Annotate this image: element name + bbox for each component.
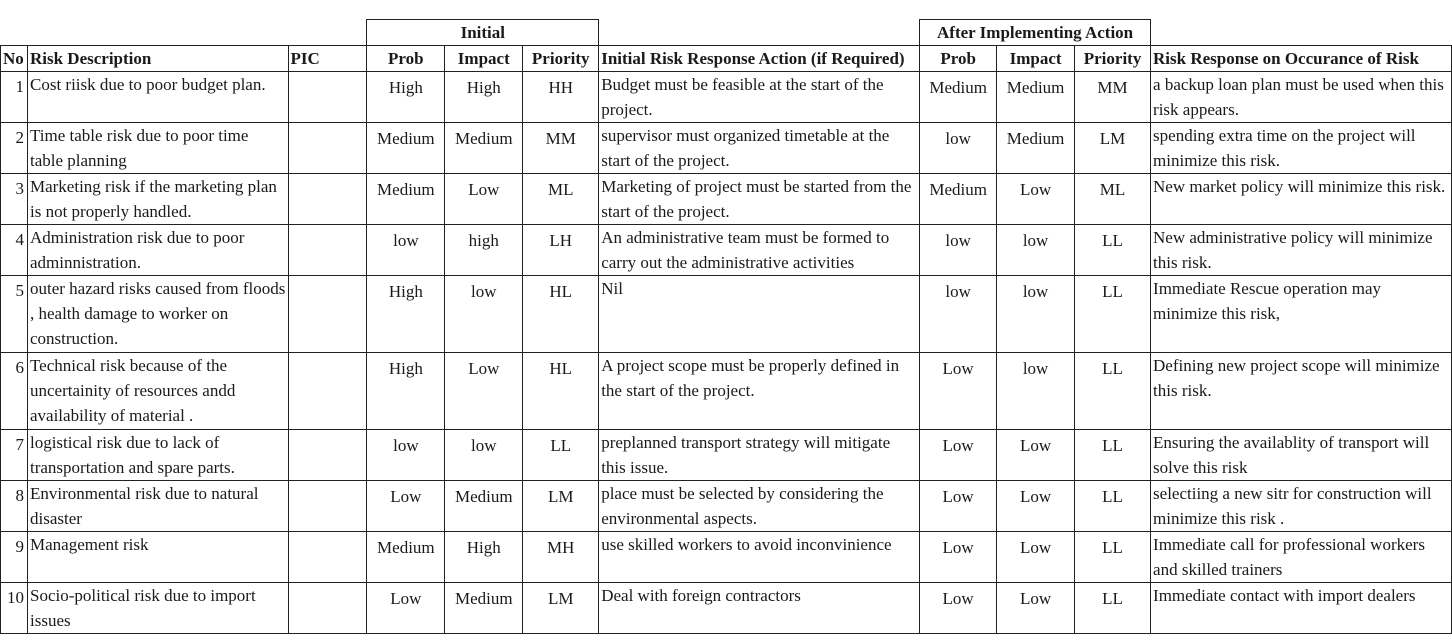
cell-impact-text: Low	[468, 180, 500, 199]
cell-priority-after	[1075, 481, 1151, 532]
cell-priority	[523, 583, 599, 634]
cell-no	[1, 72, 28, 123]
cell-response-on-occurance-text: a backup loan plan must be used when this risk appears.	[1153, 75, 1444, 119]
cell-pic	[288, 532, 367, 583]
cell-prob-after	[920, 353, 997, 430]
cell-impact-after-text: low	[1022, 282, 1049, 301]
table-row	[1, 532, 1452, 583]
cell-initial-action-text: Nil	[601, 279, 623, 298]
cell-prob-after-text: Low	[942, 359, 974, 378]
cell-priority-after-text: LL	[1102, 538, 1123, 557]
cell-no	[1, 123, 28, 174]
cell-no-text: 9	[15, 537, 24, 556]
cell-prob	[367, 532, 445, 583]
cell-initial-action	[599, 583, 920, 634]
cell-impact	[445, 353, 523, 430]
table-row	[1, 123, 1452, 174]
group-header-after: After Implementing Action	[920, 20, 1151, 46]
cell-impact-after-text: Low	[1020, 538, 1052, 557]
cell-impact	[445, 174, 523, 225]
cell-risk-description	[27, 481, 288, 532]
cell-priority-after-text: LL	[1102, 231, 1123, 250]
cell-response-on-occurance-text: Immediate call for professional workers and skilled trainers	[1153, 535, 1425, 579]
col-header-risk-description: Risk Description	[27, 46, 288, 72]
group-header-spacer	[1, 20, 367, 46]
cell-impact	[445, 276, 523, 353]
cell-no-text: 1	[15, 77, 24, 96]
cell-priority-after-text: LL	[1102, 282, 1123, 301]
cell-impact-text: Medium	[454, 487, 513, 506]
cell-prob-after	[920, 276, 997, 353]
cell-priority	[523, 353, 599, 430]
cell-priority-after	[1075, 583, 1151, 634]
cell-prob	[367, 123, 445, 174]
cell-no	[1, 174, 28, 225]
cell-prob-after-text: Medium	[929, 180, 987, 199]
cell-priority	[523, 225, 599, 276]
table-row	[1, 225, 1452, 276]
table-row	[1, 72, 1452, 123]
cell-initial-action	[599, 532, 920, 583]
cell-impact-text: Medium	[454, 589, 513, 608]
cell-initial-action	[599, 174, 920, 225]
cell-response-on-occurance-text: selectiing a new sitr for construction will minimize this risk .	[1153, 484, 1432, 528]
cell-priority-after	[1075, 430, 1151, 481]
cell-risk-description	[27, 174, 288, 225]
cell-prob-text: Low	[390, 487, 422, 506]
cell-risk-description	[27, 123, 288, 174]
cell-no	[1, 532, 28, 583]
cell-risk-description-text: Socio-political risk due to import issues	[29, 586, 256, 630]
cell-response-on-occurance	[1151, 532, 1452, 583]
cell-prob-after-text: low	[945, 282, 971, 301]
cell-initial-action	[599, 123, 920, 174]
cell-impact	[445, 430, 523, 481]
cell-priority-text: MH	[547, 538, 575, 557]
cell-priority-text: MM	[545, 129, 576, 148]
cell-prob	[367, 481, 445, 532]
cell-priority-after-text: LL	[1102, 359, 1123, 378]
cell-risk-description-text: Technical risk because of the uncertainity of resources andd availability of material .	[29, 356, 236, 425]
col-header-impact: Impact	[445, 46, 523, 72]
cell-prob-after-text: low	[945, 231, 971, 250]
cell-prob-text: Medium	[377, 129, 435, 148]
table-row	[1, 583, 1452, 634]
cell-response-on-occurance	[1151, 174, 1452, 225]
col-header-impact-after: Impact	[997, 46, 1075, 72]
cell-impact-after-text: low	[1022, 359, 1049, 378]
cell-risk-description	[27, 225, 288, 276]
column-header-row	[1, 46, 1452, 72]
cell-impact-text: low	[471, 282, 497, 301]
cell-initial-action	[599, 430, 920, 481]
cell-response-on-occurance	[1151, 123, 1452, 174]
cell-no	[1, 276, 28, 353]
cell-initial-action-text: place must be selected by considering the environmental aspects.	[601, 484, 884, 528]
cell-prob-after-text: Low	[942, 589, 974, 608]
cell-prob	[367, 276, 445, 353]
group-header-spacer-3	[1151, 20, 1452, 46]
cell-initial-action	[599, 72, 920, 123]
cell-priority-after	[1075, 72, 1151, 123]
cell-priority	[523, 481, 599, 532]
cell-response-on-occurance-text: Immediate contact with import dealers	[1153, 586, 1416, 605]
cell-initial-action	[599, 353, 920, 430]
cell-no	[1, 583, 28, 634]
cell-risk-description	[27, 532, 288, 583]
cell-priority-after-text: LM	[1099, 129, 1126, 148]
cell-prob-text: Medium	[377, 538, 435, 557]
cell-response-on-occurance	[1151, 481, 1452, 532]
cell-priority-after	[1075, 353, 1151, 430]
cell-initial-action	[599, 481, 920, 532]
cell-priority-text: HL	[549, 359, 573, 378]
cell-response-on-occurance-text: Ensuring the availablity of transport will solve this risk	[1153, 433, 1430, 477]
cell-risk-description-text: Cost riisk due to poor budget plan.	[29, 75, 266, 94]
table-row	[1, 481, 1452, 532]
cell-priority-text: LM	[547, 589, 574, 608]
cell-prob-after	[920, 174, 997, 225]
cell-initial-action	[599, 276, 920, 353]
table-row	[1, 276, 1452, 353]
col-header-pic: PIC	[288, 46, 367, 72]
cell-prob-after	[920, 72, 997, 123]
cell-priority-text: LH	[549, 231, 573, 250]
cell-impact-text: High	[466, 78, 501, 97]
cell-pic	[288, 72, 367, 123]
cell-prob-text: low	[393, 231, 419, 250]
cell-impact	[445, 72, 523, 123]
col-header-prob: Prob	[367, 46, 445, 72]
cell-prob-after-text: low	[945, 129, 971, 148]
cell-prob-after	[920, 430, 997, 481]
cell-impact	[445, 225, 523, 276]
cell-priority	[523, 72, 599, 123]
cell-no-text: 10	[6, 588, 24, 607]
cell-initial-action-text: use skilled workers to avoid inconvinience	[601, 535, 892, 554]
cell-risk-description-text: Management risk	[29, 535, 149, 554]
cell-prob	[367, 225, 445, 276]
cell-impact	[445, 583, 523, 634]
cell-no-text: 5	[15, 281, 24, 300]
cell-initial-action	[599, 225, 920, 276]
cell-prob	[367, 583, 445, 634]
cell-pic	[288, 123, 367, 174]
cell-impact-after	[997, 123, 1075, 174]
cell-impact-after	[997, 532, 1075, 583]
cell-risk-description-text: Time table risk due to poor time table planning	[29, 126, 249, 170]
col-header-initial-action: Initial Risk Response Action (if Required)	[599, 46, 920, 72]
cell-priority-text: LL	[550, 436, 572, 455]
cell-priority	[523, 123, 599, 174]
cell-priority-after	[1075, 225, 1151, 276]
cell-response-on-occurance	[1151, 225, 1452, 276]
cell-impact-after-text: Medium	[1006, 129, 1065, 148]
cell-priority-after-text: LL	[1102, 436, 1123, 455]
cell-prob-after-text: Medium	[929, 78, 987, 97]
cell-impact-after-text: Low	[1020, 436, 1052, 455]
col-header-prob-after: Prob	[920, 46, 997, 72]
cell-risk-description-text: Marketing risk if the marketing plan is not properly handled.	[29, 177, 277, 221]
cell-impact-after	[997, 353, 1075, 430]
cell-prob-after	[920, 481, 997, 532]
table-row	[1, 353, 1452, 430]
cell-response-on-occurance	[1151, 430, 1452, 481]
group-header-spacer-2	[599, 20, 920, 46]
cell-priority-text: HH	[548, 78, 573, 97]
cell-prob-after-text: Low	[942, 487, 974, 506]
cell-priority-after	[1075, 174, 1151, 225]
cell-initial-action-text: An administrative team must be formed to carry out the administrative activities	[601, 228, 890, 272]
cell-priority-text: LM	[547, 487, 574, 506]
cell-no-text: 4	[15, 230, 24, 249]
cell-prob-after	[920, 532, 997, 583]
cell-response-on-occurance	[1151, 583, 1452, 634]
cell-response-on-occurance-text: Defining new project scope will minimize this risk.	[1153, 356, 1440, 400]
cell-impact-text: Medium	[454, 129, 513, 148]
cell-impact	[445, 481, 523, 532]
table-row	[1, 174, 1452, 225]
cell-priority	[523, 174, 599, 225]
cell-priority-text: ML	[547, 180, 574, 199]
cell-pic	[288, 583, 367, 634]
cell-no-text: 6	[15, 358, 24, 377]
cell-pic	[288, 430, 367, 481]
cell-impact-after	[997, 481, 1075, 532]
cell-impact-after	[997, 583, 1075, 634]
cell-initial-action-text: supervisor must organized timetable at the start of the project.	[601, 126, 890, 170]
cell-pic	[288, 174, 367, 225]
cell-risk-description-text: Environmental risk due to natural disaster	[29, 484, 259, 528]
cell-no-text: 8	[15, 486, 24, 505]
cell-prob-after	[920, 583, 997, 634]
cell-prob-text: High	[388, 282, 423, 301]
cell-response-on-occurance-text: New market policy will minimize this risk.	[1153, 177, 1446, 196]
cell-impact-after-text: Low	[1020, 180, 1052, 199]
cell-priority	[523, 532, 599, 583]
cell-response-on-occurance-text: Immediate Rescue operation may minimize this risk,	[1153, 279, 1382, 323]
cell-impact-after	[997, 430, 1075, 481]
cell-impact-after-text: Medium	[1006, 78, 1065, 97]
cell-no	[1, 481, 28, 532]
risk-register-table	[0, 19, 1452, 634]
cell-priority-after	[1075, 276, 1151, 353]
cell-initial-action-text: A project scope must be properly defined in the start of the project.	[601, 356, 900, 400]
cell-impact-after	[997, 174, 1075, 225]
cell-initial-action-text: Budget must be feasible at the start of the project.	[601, 75, 884, 119]
cell-pic	[288, 353, 367, 430]
risk-rows	[1, 72, 1452, 634]
cell-pic	[288, 276, 367, 353]
cell-impact-after-text: Low	[1020, 589, 1052, 608]
col-header-response-on-occurance: Risk Response on Occurance of Risk	[1151, 46, 1452, 72]
cell-prob-text: High	[388, 78, 423, 97]
cell-impact-text: low	[471, 436, 497, 455]
cell-response-on-occurance-text: spending extra time on the project will minimize this risk.	[1153, 126, 1416, 170]
table-row	[1, 430, 1452, 481]
cell-priority-after-text: ML	[1099, 180, 1126, 199]
cell-impact-after	[997, 276, 1075, 353]
cell-priority-after-text: LL	[1102, 487, 1123, 506]
group-header-initial: Initial	[367, 20, 599, 46]
cell-impact-after	[997, 225, 1075, 276]
cell-prob-text: low	[393, 436, 419, 455]
cell-prob-after-text: Low	[942, 538, 974, 557]
cell-risk-description	[27, 72, 288, 123]
cell-no-text: 7	[15, 435, 24, 454]
cell-priority-text: HL	[549, 282, 573, 301]
cell-priority-after-text: MM	[1097, 78, 1128, 97]
cell-prob-after-text: Low	[942, 436, 974, 455]
cell-impact-text: high	[468, 231, 499, 250]
cell-prob-after	[920, 123, 997, 174]
cell-priority	[523, 430, 599, 481]
cell-no	[1, 225, 28, 276]
cell-prob-text: High	[388, 359, 423, 378]
cell-no-text: 3	[15, 179, 24, 198]
cell-no	[1, 430, 28, 481]
cell-risk-description	[27, 583, 288, 634]
cell-no	[1, 353, 28, 430]
cell-risk-description	[27, 430, 288, 481]
cell-response-on-occurance	[1151, 72, 1452, 123]
cell-response-on-occurance	[1151, 276, 1452, 353]
col-header-priority-after: Priority	[1075, 46, 1151, 72]
cell-response-on-occurance	[1151, 353, 1452, 430]
cell-risk-description	[27, 353, 288, 430]
cell-risk-description-text: logistical risk due to lack of transportation and spare parts.	[29, 433, 235, 477]
cell-priority-after	[1075, 532, 1151, 583]
cell-prob-text: Medium	[377, 180, 435, 199]
cell-prob	[367, 72, 445, 123]
cell-impact-after-text: low	[1022, 231, 1049, 250]
col-header-priority: Priority	[523, 46, 599, 72]
cell-initial-action-text: preplanned transport strategy will mitigate this issue.	[601, 433, 891, 477]
cell-pic	[288, 225, 367, 276]
cell-prob	[367, 430, 445, 481]
cell-impact	[445, 123, 523, 174]
cell-prob-after	[920, 225, 997, 276]
cell-prob	[367, 353, 445, 430]
cell-prob	[367, 174, 445, 225]
cell-priority	[523, 276, 599, 353]
cell-response-on-occurance-text: New administrative policy will minimize this risk.	[1153, 228, 1433, 272]
cell-impact-after-text: Low	[1020, 487, 1052, 506]
cell-impact-text: High	[466, 538, 501, 557]
cell-prob-text: Low	[390, 589, 422, 608]
cell-initial-action-text: Deal with foreign contractors	[601, 586, 801, 605]
col-header-no: No	[1, 46, 28, 72]
cell-impact-text: Low	[468, 359, 500, 378]
cell-pic	[288, 481, 367, 532]
cell-no-text: 2	[15, 128, 24, 147]
group-header-row	[1, 20, 1452, 46]
cell-risk-description	[27, 276, 288, 353]
cell-risk-description-text: outer hazard risks caused from floods , health damage to worker on construction.	[29, 279, 286, 348]
cell-priority-after-text: LL	[1102, 589, 1123, 608]
cell-risk-description-text: Administration risk due to poor adminnistration.	[29, 228, 245, 272]
cell-impact	[445, 532, 523, 583]
cell-initial-action-text: Marketing of project must be started from the start of the project.	[601, 177, 912, 221]
cell-impact-after	[997, 72, 1075, 123]
cell-priority-after	[1075, 123, 1151, 174]
